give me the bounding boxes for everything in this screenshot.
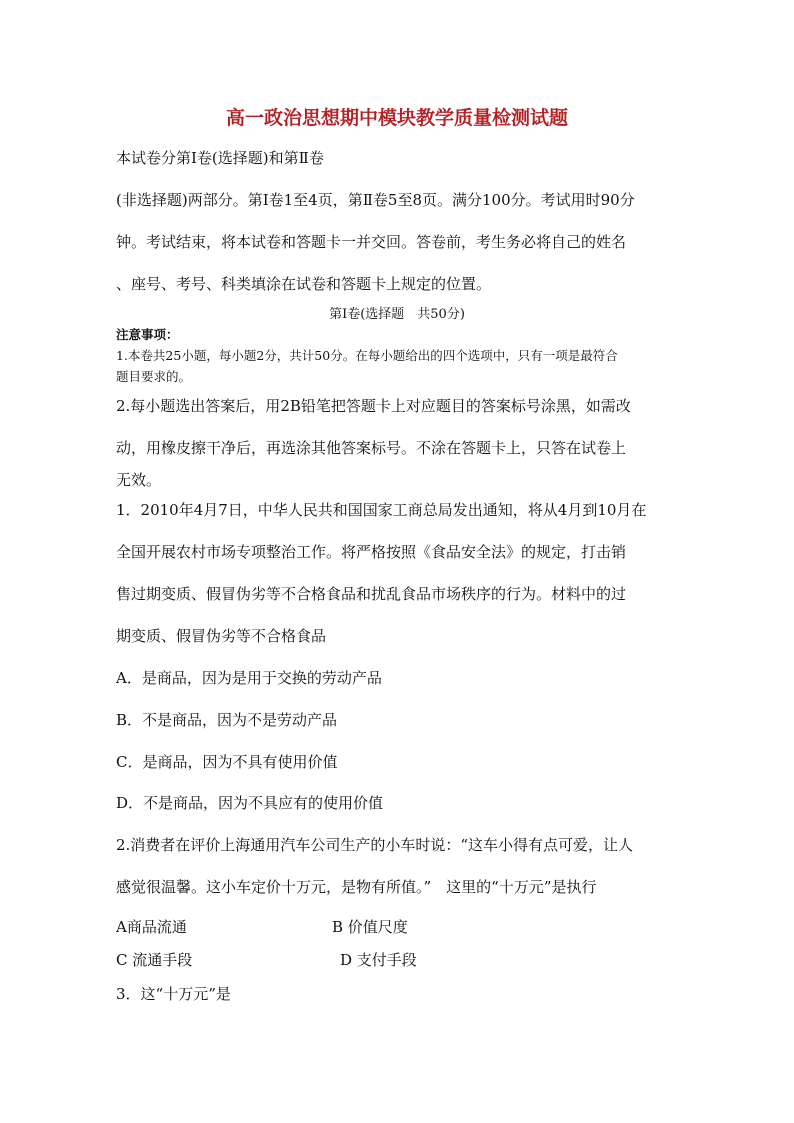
question-1-option-d: D．不是商品，因为不具应有的使用价值: [116, 794, 384, 812]
question-3-stem: 3．这“十万元”是: [116, 985, 231, 1003]
question-2-option-b: B 价值尺度: [332, 918, 408, 936]
notice-2-line-1: 2.每小题选出答案后，用2B铅笔把答题卡上对应题目的答案标号涂黑，如需改: [116, 397, 631, 415]
question-1-stem-line-1: 1．2010年4月7日，中华人民共和国国家工商总局发出通知，将从4月到10月在: [116, 501, 647, 519]
question-2-stem-line-2: 感觉很温馨。这小车定价十万元，是物有所值。” 这里的“十万元”是执行: [116, 878, 597, 896]
notice-2-line-3: 无效。: [116, 471, 162, 489]
question-2-stem-line-1: 2.消费者在评价上海通用汽车公司生产的小车时说：“这车小得有点可爱，让人: [116, 836, 633, 854]
exam-title: 高一政治思想期中模块教学质量检测试题: [225, 107, 568, 129]
section-title: 第Ⅰ卷(选择题 共50分): [329, 307, 465, 322]
question-2-option-d: D 支付手段: [340, 951, 417, 969]
question-2-option-c: C 流通手段: [116, 951, 193, 969]
intro-line-3: 钟。考试结束，将本试卷和答题卡一并交回。答卷前，考生务必将自己的姓名: [116, 233, 627, 251]
notice-2-line-2: 动，用橡皮擦干净后，再选涂其他答案标号。不涂在答题卡上，只答在试卷上: [116, 439, 627, 457]
intro-line-2: (非选择题)两部分。第Ⅰ卷1至4页，第Ⅱ卷5至8页。满分100分。考试用时90分: [116, 191, 635, 209]
question-1-stem-line-2: 全国开展农村市场专项整治工作。将严格按照《食品安全法》的规定，打击销: [116, 543, 627, 561]
notice-1-line-1: 1.本卷共25小题，每小题2分，共计50分。在每小题给出的四个选项中，只有一项是最符合: [116, 348, 618, 363]
intro-line-4: 、座号、考号、科类填涂在试卷和答题卡上规定的位置。: [116, 275, 492, 293]
question-1-option-b: B．不是商品，因为不是劳动产品: [116, 711, 338, 729]
question-2-option-a: A商品流通: [116, 918, 187, 936]
question-1-option-c: C．是商品，因为不具有使用价值: [116, 753, 338, 771]
question-1-stem-line-3: 售过期变质、假冒伪劣等不合格食品和扰乱食品市场秩序的行为。材料中的过: [116, 585, 627, 603]
question-1-stem-line-4: 期变质、假冒伪劣等不合格食品: [116, 627, 327, 645]
question-1-option-a: A．是商品，因为是用于交换的劳动产品: [116, 669, 382, 687]
intro-line-1: 本试卷分第Ⅰ卷(选择题)和第Ⅱ卷: [116, 149, 324, 167]
notice-heading: 注意事项：: [116, 327, 179, 342]
notice-1-line-2: 题目要求的。: [116, 369, 192, 384]
